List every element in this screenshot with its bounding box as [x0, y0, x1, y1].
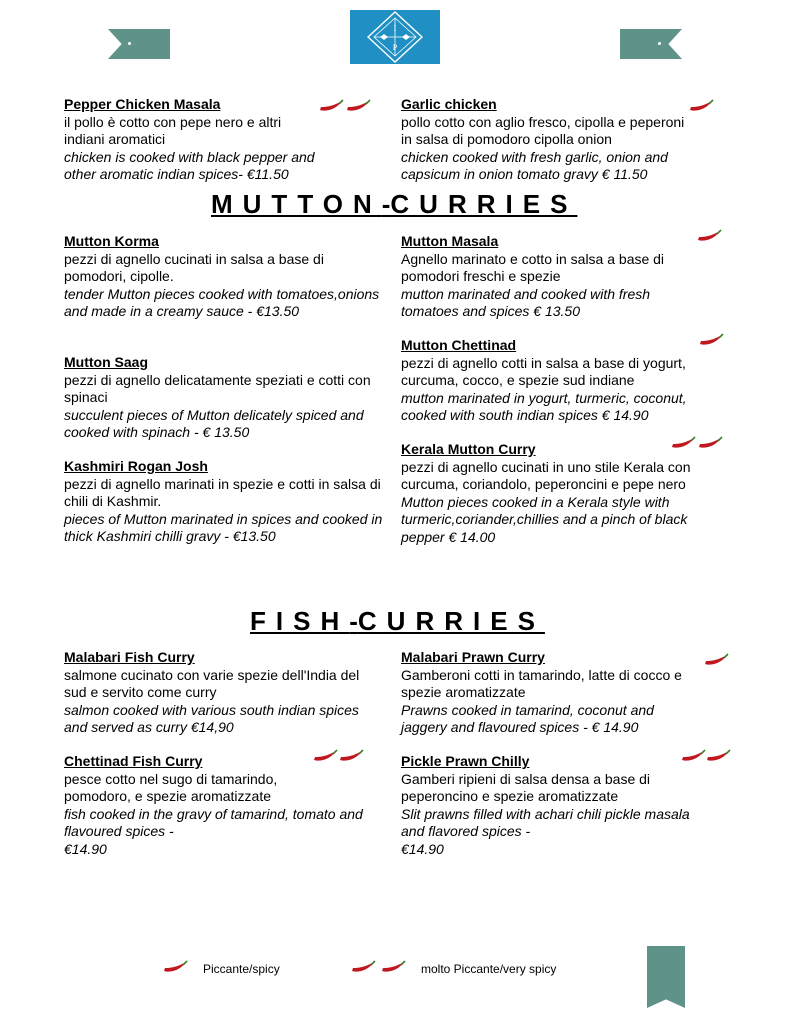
item-description-en: salmon cooked with various south indian spices and served as curry €14,90 [64, 701, 359, 735]
chili-icon [680, 749, 706, 763]
menu-item-garlic-chicken [401, 96, 731, 184]
section-title-dash: - [381, 189, 391, 219]
menu-item-chettinad-fish-curry [64, 753, 394, 858]
chili-icon [696, 229, 722, 243]
item-description-en: chicken cooked with fresh garlic, onion and capsicum in onion tomato gravy € 11.50 [401, 148, 668, 182]
item-name: Malabari Prawn Curry [401, 649, 545, 665]
item-description-it: il pollo è cotto con pepe nero e altri indiani aromatici [64, 113, 282, 147]
item-name: Mutton Masala [401, 233, 499, 249]
item-description-en: mutton marinated in yogurt, turmeric, coconut, cooked with south indian spices € 14.90 [401, 389, 687, 423]
menu-item-mutton-korma [64, 233, 394, 321]
ribbon-left-decoration [108, 29, 170, 59]
menu-item-kerala-mutton-curry [401, 441, 731, 546]
item-description-it: Gamberoni cotti in tamarindo, latte di cocco e spezie aromatizzate [401, 666, 682, 700]
item-name: Kerala Mutton Curry [401, 441, 536, 457]
chili-icon [670, 436, 696, 450]
chili-icon [350, 960, 376, 974]
logo-letter-bottom: P [392, 43, 398, 52]
chili-icon [338, 749, 364, 763]
item-description-it: pezzi di agnello delicatamente speziati e cotti con spinaci [64, 371, 371, 405]
chili-icon [380, 960, 406, 974]
item-price: €14.90 [401, 840, 444, 857]
item-description-it: pezzi di agnello marinati in spezie e cotti in salsa di chili di Kashmir. [64, 475, 381, 509]
chili-icon [162, 960, 188, 974]
bookmark-ribbon-decoration [647, 946, 685, 1008]
item-name: Kashmiri Rogan Josh [64, 458, 208, 474]
item-description-it: Gamberi ripieni di salsa densa a base di peperoncino e spezie aromatizzate [401, 770, 651, 804]
item-description-en: Slit prawns filled with achari chili pickle masala and flavored spices - [401, 805, 690, 839]
section-title-word-1: MUTTON [211, 189, 382, 219]
section-title-dash: - [349, 606, 358, 636]
item-description-en: mutton marinated and cooked with fresh tomatoes and spices € 13.50 [401, 285, 651, 319]
item-description-it: pezzi di agnello cucinati in salsa a base di pomodori, cipolle. [64, 250, 324, 284]
item-name: Pickle Prawn Chilly [401, 753, 530, 769]
item-description-en: chicken is cooked with black pepper and other aromatic indian spices- €11.50 [64, 148, 315, 182]
item-description-it: pollo cotto con aglio fresco, cipolla e peperoni in salsa di pomodoro cipolla onion [401, 113, 685, 147]
item-name: Mutton Korma [64, 233, 159, 249]
item-description-en: fish cooked in the gravy of tamarind, tomato and flavoured spices - [64, 805, 363, 839]
item-description-en: tender Mutton pieces cooked with tomatoes,onions and made in a creamy sauce - €13.50 [64, 285, 380, 319]
menu-item-mutton-saag [64, 354, 394, 442]
chili-icon [345, 99, 371, 113]
chili-icon [705, 749, 731, 763]
item-name: Pepper Chicken Masala [64, 96, 221, 112]
item-description-it: salmone cucinato con varie spezie dell'India del sud e servito come curry [64, 666, 360, 700]
chili-icon [703, 653, 729, 667]
menu-item-malabari-prawn-curry [401, 649, 731, 737]
menu-item-pickle-prawn-chilly [401, 753, 731, 858]
menu-item-malabari-fish-curry [64, 649, 394, 737]
item-name: Mutton Saag [64, 354, 148, 370]
restaurant-logo [350, 10, 440, 64]
chili-icon [698, 333, 724, 347]
menu-item-kashmiri-rogan-josh [64, 458, 394, 546]
item-description-it: Agnello marinato e cotto in salsa a base di pomodori freschi e spezie [401, 250, 665, 284]
section-title-word-2: CURRIES [390, 189, 578, 219]
item-name: Malabari Fish Curry [64, 649, 195, 665]
section-title-mutton-curries [211, 189, 577, 219]
chili-icon [318, 99, 344, 113]
item-description-it: pesce cotto nel sugo di tamarindo, pomodoro, e spezie aromatizzate [64, 770, 278, 804]
legend-very-spicy-label: molto Piccante/very spicy [421, 962, 557, 976]
menu-item-mutton-chettinad [401, 337, 731, 425]
chili-icon [697, 436, 723, 450]
item-description-it: pezzi di agnello cucinati in uno stile Kerala con curcuma, coriandolo, peperoncini e pepe nero [401, 458, 691, 492]
logo-letter-top: I [393, 24, 397, 33]
chili-icon [312, 749, 338, 763]
chili-icon [688, 99, 714, 113]
ribbon-right-decoration [620, 29, 682, 59]
item-description-en: Prawns cooked in tamarind, coconut and jaggery and flavoured spices - € 14.90 [401, 701, 654, 735]
item-name: Chettinad Fish Curry [64, 753, 203, 769]
item-name: Garlic chicken [401, 96, 497, 112]
section-title-word-2: CURRIES [357, 606, 545, 636]
section-title-fish-curries [250, 606, 545, 636]
item-description-en: pieces of Mutton marinated in spices and cooked in thick Kashmiri chilli gravy - €13.50 [64, 510, 383, 544]
menu-item-mutton-masala [401, 233, 731, 321]
item-description-it: pezzi di agnello cotti in salsa a base di yogurt, curcuma, cocco, e spezie sud indiane [401, 354, 686, 388]
item-price: €14.90 [64, 840, 107, 857]
item-description-en: Mutton pieces cooked in a Kerala style with turmeric,coriander,chillies and a pinch of black pepper € 14.00 [401, 493, 688, 545]
item-description-en: succulent pieces of Mutton delicately spiced and cooked with spinach - € 13.50 [64, 406, 364, 440]
section-title-word-1: FISH [250, 606, 350, 636]
legend-spicy-label: Piccante/spicy [203, 962, 280, 976]
item-name: Mutton Chettinad [401, 337, 517, 353]
